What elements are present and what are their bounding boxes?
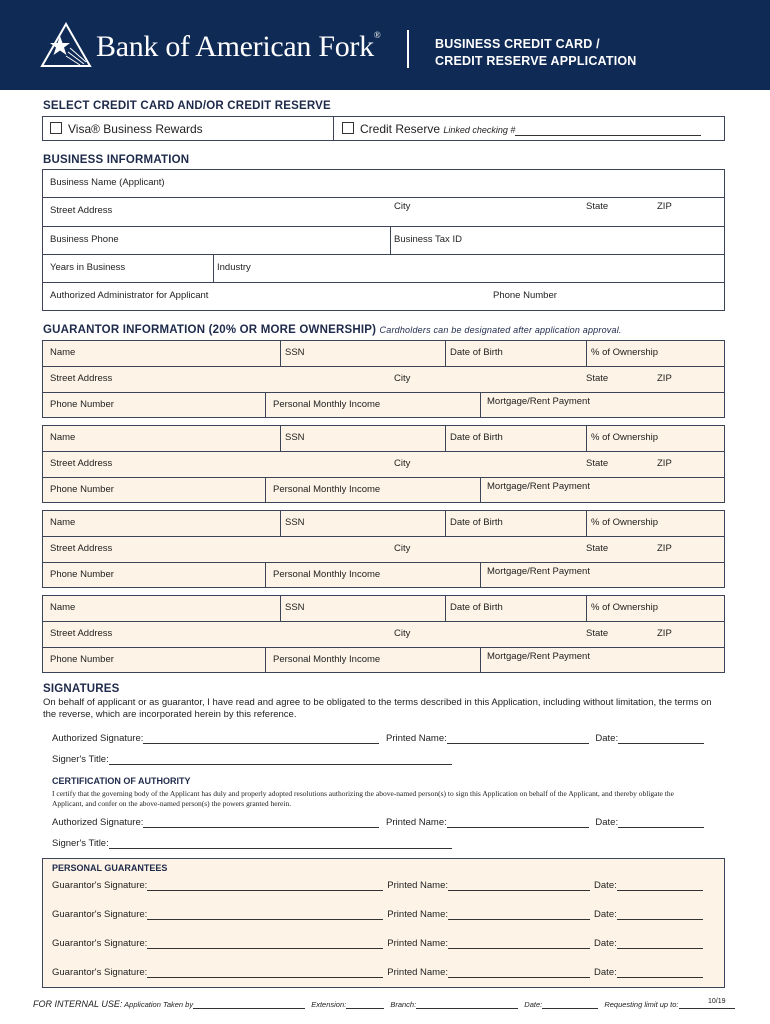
- guarantor-signature-label: Guarantor's Signature:: [52, 909, 148, 920]
- authorized-admin-field[interactable]: Authorized Administrator for Applicant: [50, 290, 209, 301]
- guarantor-ssn-field[interactable]: SSN: [285, 602, 305, 613]
- authorized-signature-field[interactable]: [143, 827, 379, 828]
- guarantor-dob-field[interactable]: Date of Birth: [450, 602, 503, 613]
- footer-date-field[interactable]: [542, 1008, 598, 1009]
- guarantor-phone-field[interactable]: Phone Number: [50, 654, 114, 665]
- guarantor-signature-field[interactable]: [147, 977, 383, 978]
- date-label: Date:: [594, 880, 617, 891]
- taken-by-field[interactable]: [193, 1008, 305, 1009]
- visa-checkbox[interactable]: [50, 122, 62, 134]
- printed-name-label: Printed Name:: [387, 909, 449, 920]
- date-field[interactable]: [618, 743, 704, 744]
- guarantor-name-field[interactable]: Name: [50, 602, 76, 613]
- footer-date-label: Date:: [524, 1000, 543, 1009]
- internal-use-footer: [33, 999, 735, 1009]
- guarantor-ownership-field[interactable]: % of Ownership: [591, 517, 659, 528]
- date-field[interactable]: [617, 948, 703, 949]
- date-label: Date:: [594, 938, 617, 949]
- linked-checking-field[interactable]: [515, 135, 701, 136]
- guarantor-city-field[interactable]: City: [394, 373, 411, 384]
- credit-reserve-text: Credit Reserve: [360, 122, 441, 136]
- taken-by-label: Application Taken by: [124, 1000, 194, 1009]
- form-title: [435, 36, 637, 70]
- authorized-signature-field[interactable]: [143, 743, 379, 744]
- visa-option-label: Visa® Business Rewards: [68, 122, 203, 136]
- guarantor-city-field[interactable]: City: [394, 543, 411, 554]
- branch-field[interactable]: [416, 1008, 518, 1009]
- printed-name-label: Printed Name:: [387, 880, 449, 891]
- authorized-signature-row-2: [52, 817, 704, 828]
- bank-name: Bank of American Fork®: [96, 30, 381, 63]
- printed-name-field[interactable]: [448, 948, 590, 949]
- authorized-signature-row-1: [52, 733, 704, 744]
- credit-reserve-label: [360, 122, 701, 136]
- business-street-field[interactable]: Street Address: [50, 205, 113, 216]
- guarantor-dob-field[interactable]: Date of Birth: [450, 432, 503, 443]
- guarantor-heading: [43, 324, 622, 336]
- guarantor-mortgage-field[interactable]: Mortgage/Rent Payment: [487, 566, 590, 577]
- date-label: Date:: [595, 733, 619, 744]
- guarantor-street-field[interactable]: Street Address: [50, 458, 113, 469]
- guarantor-note: Cardholders can be designated after application approval.: [379, 325, 622, 335]
- certification-heading: CERTIFICATION OF AUTHORITY: [52, 776, 191, 786]
- guarantor-dob-field[interactable]: Date of Birth: [450, 517, 503, 528]
- internal-use-label: FOR INTERNAL USE:: [33, 999, 123, 1009]
- certification-text: I certify that the governing body of the Applicant has duly and properly adopted resolutions authorizing the above-named person(s) to sign this Application on behalf of the Applicant, and thereby obligate the Applicant, and confer on the above-named person(s) the powers granted herein.: [52, 789, 674, 808]
- date-label: Date:: [594, 909, 617, 920]
- guarantor-state-field[interactable]: State: [586, 628, 609, 639]
- guarantor-ssn-field[interactable]: SSN: [285, 432, 305, 443]
- business-name-field[interactable]: Business Name (Applicant): [50, 177, 165, 188]
- admin-phone-field[interactable]: Phone Number: [493, 290, 557, 301]
- signer-title-field[interactable]: [109, 848, 452, 849]
- guarantor-income-field[interactable]: Personal Monthly Income: [273, 654, 381, 665]
- business-heading: BUSINESS INFORMATION: [43, 154, 190, 166]
- guarantor-state-field[interactable]: State: [586, 373, 609, 384]
- guarantor-name-field[interactable]: Name: [50, 517, 76, 528]
- printed-name-label: Printed Name:: [386, 733, 447, 744]
- date-field[interactable]: [617, 977, 703, 978]
- guarantor-signature-field[interactable]: [147, 919, 383, 920]
- guarantor-signature-field[interactable]: [147, 890, 383, 891]
- guarantor-phone-field[interactable]: Phone Number: [50, 569, 114, 580]
- guarantor-ssn-field[interactable]: SSN: [285, 347, 305, 358]
- guarantor-street-field[interactable]: Street Address: [50, 628, 113, 639]
- guarantor-signature-label: Guarantor's Signature:: [52, 938, 148, 949]
- branch-label: Branch:: [390, 1000, 417, 1009]
- guarantor-phone-field[interactable]: Phone Number: [50, 399, 114, 410]
- signer-title-row-2: [52, 838, 452, 849]
- printed-name-label: Printed Name:: [386, 817, 447, 828]
- guarantor-mortgage-field[interactable]: Mortgage/Rent Payment: [487, 396, 590, 407]
- guarantor-ssn-field[interactable]: SSN: [285, 517, 305, 528]
- guarantor-city-field[interactable]: City: [394, 628, 411, 639]
- guarantor-dob-field[interactable]: Date of Birth: [450, 347, 503, 358]
- header-divider: [407, 30, 409, 68]
- credit-reserve-checkbox[interactable]: [342, 122, 354, 134]
- industry-field[interactable]: Industry: [217, 262, 251, 273]
- guarantor-signature-row-1: [52, 880, 703, 891]
- signer-title-label: Signer's Title:: [52, 838, 109, 849]
- signatures-intro: On behalf of applicant or as guarantor, I have read and agree to be obligated to the terms described in this Application, including without limitation, the terms on the reverse, which are incorporated herein by this reference.: [43, 697, 712, 720]
- limit-field[interactable]: [679, 1008, 735, 1009]
- limit-label: Requesting limit up to:: [604, 1000, 679, 1009]
- business-tax-id-field[interactable]: Business Tax ID: [394, 234, 462, 245]
- form-title-line1: BUSINESS CREDIT CARD /: [435, 37, 600, 51]
- guarantor-signature-row-2: [52, 909, 703, 920]
- extension-label: Extension:: [311, 1000, 347, 1009]
- guarantor-ownership-field[interactable]: % of Ownership: [591, 432, 659, 443]
- guarantor-state-field[interactable]: State: [586, 543, 609, 554]
- form-title-line2: CREDIT RESERVE APPLICATION: [435, 54, 637, 68]
- extension-field[interactable]: [346, 1008, 384, 1009]
- guarantor-income-field[interactable]: Personal Monthly Income: [273, 484, 381, 495]
- select-heading: SELECT CREDIT CARD AND/OR CREDIT RESERVE: [43, 100, 331, 112]
- printed-name-label: Printed Name:: [387, 967, 449, 978]
- guarantor-heading-text: GUARANTOR INFORMATION (20% OR MORE OWNERSHIP): [43, 324, 377, 336]
- guarantor-mortgage-field[interactable]: Mortgage/Rent Payment: [487, 481, 590, 492]
- guarantor-zip-field[interactable]: ZIP: [657, 458, 672, 469]
- date-field[interactable]: [618, 827, 704, 828]
- guarantor-income-field[interactable]: Personal Monthly Income: [273, 399, 381, 410]
- guarantor-name-field[interactable]: Name: [50, 347, 76, 358]
- guarantor-mortgage-field[interactable]: Mortgage/Rent Payment: [487, 651, 590, 662]
- printed-name-field[interactable]: [447, 827, 589, 828]
- printed-name-field[interactable]: [448, 919, 590, 920]
- authorized-signature-label: Authorized Signature:: [52, 733, 144, 744]
- guarantor-signature-row-3: [52, 938, 703, 949]
- guarantor-income-field[interactable]: Personal Monthly Income: [273, 569, 381, 580]
- guarantor-signature-row-4: [52, 967, 703, 978]
- guarantor-signature-field[interactable]: [147, 948, 383, 949]
- guarantor-street-field[interactable]: Street Address: [50, 373, 113, 384]
- guarantor-ownership-field[interactable]: % of Ownership: [591, 602, 659, 613]
- business-zip-field[interactable]: ZIP: [657, 201, 672, 212]
- guarantor-state-field[interactable]: State: [586, 458, 609, 469]
- date-label: Date:: [595, 817, 619, 828]
- business-state-field[interactable]: State: [586, 201, 609, 212]
- business-city-field[interactable]: City: [394, 201, 411, 212]
- printed-name-field[interactable]: [448, 890, 590, 891]
- guarantor-zip-field[interactable]: ZIP: [657, 373, 672, 384]
- date-label: Date:: [594, 967, 617, 978]
- guarantor-signature-label: Guarantor's Signature:: [52, 967, 148, 978]
- guarantor-name-field[interactable]: Name: [50, 432, 76, 443]
- signatures-heading: SIGNATURES: [43, 683, 120, 695]
- printed-name-label: Printed Name:: [387, 938, 449, 949]
- date-field[interactable]: [617, 919, 703, 920]
- date-field[interactable]: [617, 890, 703, 891]
- signer-title-label: Signer's Title:: [52, 754, 109, 765]
- guarantor-signature-label: Guarantor's Signature:: [52, 880, 148, 891]
- guarantor-zip-field[interactable]: ZIP: [657, 628, 672, 639]
- authorized-signature-label: Authorized Signature:: [52, 817, 144, 828]
- guarantor-phone-field[interactable]: Phone Number: [50, 484, 114, 495]
- personal-guarantees-heading: PERSONAL GUARANTEES: [52, 863, 168, 873]
- signer-title-row-1: [52, 754, 452, 765]
- guarantor-street-field[interactable]: Street Address: [50, 543, 113, 554]
- form-version: 10/19: [708, 998, 726, 1005]
- guarantor-ownership-field[interactable]: % of Ownership: [591, 347, 659, 358]
- business-phone-field[interactable]: Business Phone: [50, 234, 119, 245]
- linked-checking-label: Linked checking #: [443, 125, 516, 135]
- printed-name-field[interactable]: [448, 977, 590, 978]
- years-in-business-field[interactable]: Years in Business: [50, 262, 126, 273]
- signer-title-field[interactable]: [109, 764, 452, 765]
- guarantor-city-field[interactable]: City: [394, 458, 411, 469]
- printed-name-field[interactable]: [447, 743, 589, 744]
- bank-logo-icon: [40, 22, 92, 68]
- guarantor-zip-field[interactable]: ZIP: [657, 543, 672, 554]
